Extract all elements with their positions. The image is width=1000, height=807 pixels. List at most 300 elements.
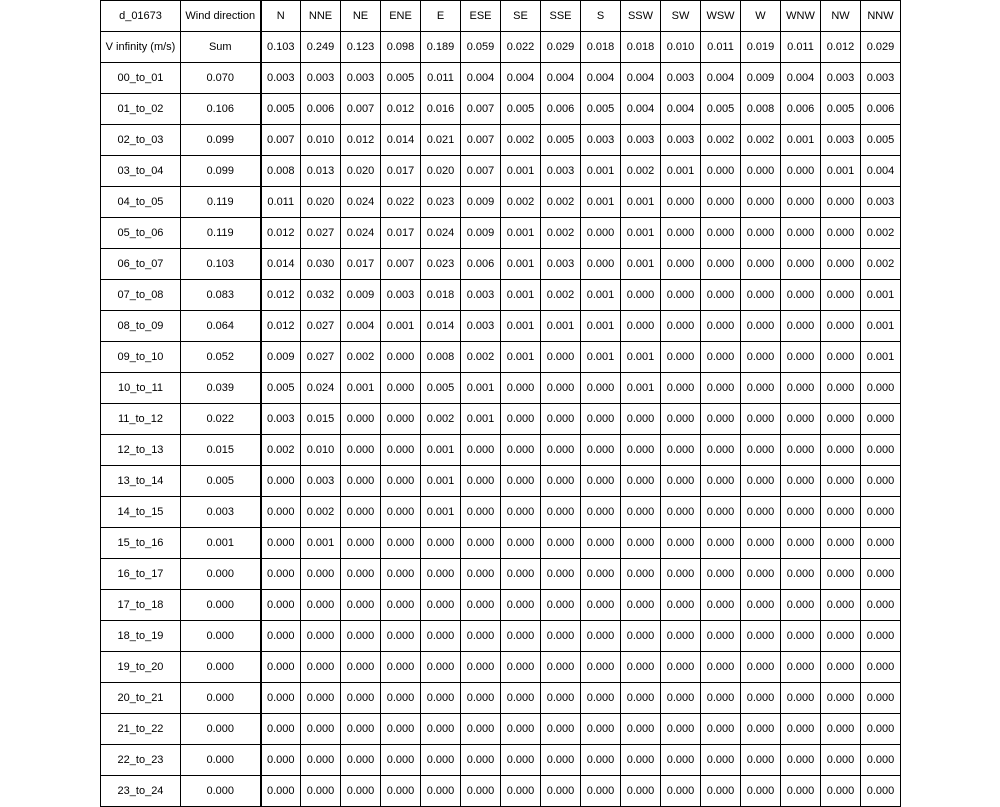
frequency-cell: 0.000 <box>381 497 421 528</box>
frequency-cell: 0.000 <box>501 497 541 528</box>
frequency-cell: 0.001 <box>501 311 541 342</box>
frequency-cell: 0.000 <box>821 683 861 714</box>
frequency-cell: 0.000 <box>381 745 421 776</box>
frequency-cell: 0.003 <box>821 125 861 156</box>
frequency-cell: 0.001 <box>461 404 501 435</box>
frequency-cell: 0.009 <box>341 280 381 311</box>
frequency-cell: 0.000 <box>501 714 541 745</box>
direction-total: 0.123 <box>341 32 381 63</box>
frequency-cell: 0.003 <box>461 280 501 311</box>
frequency-cell: 0.004 <box>581 63 621 94</box>
frequency-cell: 0.006 <box>541 94 581 125</box>
frequency-cell: 0.000 <box>461 528 501 559</box>
frequency-cell: 0.000 <box>741 776 781 807</box>
frequency-cell: 0.000 <box>861 435 901 466</box>
frequency-cell: 0.000 <box>821 714 861 745</box>
speed-bin-label: 18_to_19 <box>101 621 181 652</box>
direction-total: 0.018 <box>621 32 661 63</box>
frequency-cell: 0.002 <box>621 156 661 187</box>
speed-bin-label: 04_to_05 <box>101 187 181 218</box>
frequency-cell: 0.001 <box>501 249 541 280</box>
frequency-cell: 0.001 <box>341 373 381 404</box>
frequency-cell: 0.006 <box>781 94 821 125</box>
frequency-cell: 0.000 <box>781 683 821 714</box>
frequency-cell: 0.000 <box>741 156 781 187</box>
frequency-cell: 0.005 <box>421 373 461 404</box>
table-row <box>101 311 901 342</box>
row-sum: 0.022 <box>181 404 261 435</box>
frequency-cell: 0.000 <box>341 528 381 559</box>
table-row <box>101 528 901 559</box>
direction-label: ENE <box>381 1 421 32</box>
frequency-cell: 0.023 <box>421 249 461 280</box>
frequency-cell: 0.000 <box>861 497 901 528</box>
frequency-cell: 0.000 <box>301 776 341 807</box>
frequency-cell: 0.000 <box>501 373 541 404</box>
row-sum: 0.000 <box>181 714 261 745</box>
frequency-cell: 0.000 <box>341 652 381 683</box>
frequency-cell: 0.030 <box>301 249 341 280</box>
frequency-cell: 0.002 <box>861 218 901 249</box>
frequency-cell: 0.000 <box>701 559 741 590</box>
frequency-cell: 0.000 <box>581 466 621 497</box>
frequency-cell: 0.004 <box>461 63 501 94</box>
frequency-cell: 0.000 <box>381 342 421 373</box>
frequency-cell: 0.000 <box>861 621 901 652</box>
frequency-cell: 0.023 <box>421 187 461 218</box>
frequency-cell: 0.014 <box>421 311 461 342</box>
speed-bin-label: 10_to_11 <box>101 373 181 404</box>
frequency-cell: 0.000 <box>381 652 421 683</box>
frequency-cell: 0.000 <box>581 683 621 714</box>
frequency-cell: 0.011 <box>261 187 301 218</box>
frequency-cell: 0.001 <box>581 187 621 218</box>
frequency-cell: 0.006 <box>861 94 901 125</box>
frequency-cell: 0.001 <box>501 156 541 187</box>
frequency-cell: 0.001 <box>821 156 861 187</box>
frequency-cell: 0.012 <box>261 311 301 342</box>
direction-total: 0.022 <box>501 32 541 63</box>
direction-label: ESE <box>461 1 501 32</box>
frequency-cell: 0.000 <box>381 435 421 466</box>
frequency-cell: 0.000 <box>621 776 661 807</box>
frequency-cell: 0.000 <box>341 466 381 497</box>
speed-bin-label: 15_to_16 <box>101 528 181 559</box>
frequency-cell: 0.000 <box>701 342 741 373</box>
frequency-cell: 0.027 <box>301 311 341 342</box>
frequency-cell: 0.002 <box>541 280 581 311</box>
frequency-cell: 0.000 <box>781 187 821 218</box>
frequency-cell: 0.000 <box>381 714 421 745</box>
frequency-cell: 0.002 <box>861 249 901 280</box>
frequency-cell: 0.000 <box>261 528 301 559</box>
direction-label: S <box>581 1 621 32</box>
frequency-cell: 0.000 <box>661 745 701 776</box>
frequency-cell: 0.000 <box>741 714 781 745</box>
frequency-cell: 0.000 <box>741 590 781 621</box>
row-sum: 0.001 <box>181 528 261 559</box>
wind-frequency-table <box>100 0 901 807</box>
row-sum: 0.000 <box>181 683 261 714</box>
frequency-cell: 0.000 <box>341 590 381 621</box>
frequency-cell: 0.003 <box>541 156 581 187</box>
frequency-cell: 0.004 <box>621 63 661 94</box>
direction-total: 0.103 <box>261 32 301 63</box>
frequency-cell: 0.000 <box>341 683 381 714</box>
frequency-cell: 0.000 <box>821 373 861 404</box>
frequency-cell: 0.000 <box>701 187 741 218</box>
frequency-cell: 0.007 <box>461 125 501 156</box>
frequency-cell: 0.000 <box>741 528 781 559</box>
frequency-cell: 0.000 <box>781 156 821 187</box>
frequency-cell: 0.005 <box>821 94 861 125</box>
row-sum: 0.005 <box>181 466 261 497</box>
frequency-cell: 0.011 <box>421 63 461 94</box>
frequency-cell: 0.002 <box>341 342 381 373</box>
frequency-cell: 0.001 <box>421 466 461 497</box>
frequency-cell: 0.000 <box>821 590 861 621</box>
frequency-cell: 0.010 <box>301 435 341 466</box>
speed-bin-label: 12_to_13 <box>101 435 181 466</box>
direction-header-row <box>101 1 901 32</box>
frequency-cell: 0.001 <box>621 249 661 280</box>
direction-label: NW <box>821 1 861 32</box>
frequency-cell: 0.003 <box>301 63 341 94</box>
frequency-cell: 0.003 <box>461 311 501 342</box>
table-row <box>101 621 901 652</box>
row-sum: 0.000 <box>181 621 261 652</box>
frequency-cell: 0.001 <box>581 156 621 187</box>
frequency-cell: 0.002 <box>541 218 581 249</box>
totals-row <box>101 32 901 63</box>
frequency-cell: 0.003 <box>821 63 861 94</box>
table-row <box>101 156 901 187</box>
speed-bin-label: 19_to_20 <box>101 652 181 683</box>
direction-total: 0.018 <box>581 32 621 63</box>
frequency-cell: 0.000 <box>421 528 461 559</box>
frequency-cell: 0.000 <box>501 652 541 683</box>
frequency-cell: 0.005 <box>541 125 581 156</box>
frequency-cell: 0.000 <box>461 652 501 683</box>
frequency-cell: 0.000 <box>501 466 541 497</box>
frequency-cell: 0.000 <box>741 373 781 404</box>
frequency-cell: 0.009 <box>741 63 781 94</box>
frequency-cell: 0.000 <box>861 683 901 714</box>
direction-header: Wind direction <box>181 1 261 32</box>
frequency-cell: 0.000 <box>261 776 301 807</box>
frequency-cell: 0.000 <box>461 559 501 590</box>
direction-label: SSE <box>541 1 581 32</box>
speed-bin-label: 09_to_10 <box>101 342 181 373</box>
frequency-cell: 0.000 <box>661 466 701 497</box>
row-sum: 0.119 <box>181 187 261 218</box>
frequency-cell: 0.000 <box>261 714 301 745</box>
frequency-cell: 0.000 <box>301 652 341 683</box>
frequency-cell: 0.032 <box>301 280 341 311</box>
table-row <box>101 125 901 156</box>
frequency-cell: 0.006 <box>301 94 341 125</box>
frequency-cell: 0.000 <box>381 776 421 807</box>
frequency-cell: 0.000 <box>501 404 541 435</box>
frequency-cell: 0.000 <box>821 528 861 559</box>
direction-total: 0.249 <box>301 32 341 63</box>
frequency-cell: 0.000 <box>741 559 781 590</box>
frequency-cell: 0.000 <box>741 621 781 652</box>
frequency-cell: 0.000 <box>381 559 421 590</box>
speed-bin-label: 05_to_06 <box>101 218 181 249</box>
frequency-cell: 0.000 <box>821 342 861 373</box>
frequency-cell: 0.020 <box>421 156 461 187</box>
frequency-cell: 0.012 <box>381 94 421 125</box>
frequency-cell: 0.002 <box>501 187 541 218</box>
direction-label: WSW <box>701 1 741 32</box>
frequency-cell: 0.000 <box>461 590 501 621</box>
frequency-cell: 0.000 <box>261 590 301 621</box>
speed-bin-label: 21_to_22 <box>101 714 181 745</box>
frequency-cell: 0.000 <box>621 497 661 528</box>
frequency-cell: 0.000 <box>261 621 301 652</box>
row-sum: 0.106 <box>181 94 261 125</box>
frequency-cell: 0.000 <box>461 683 501 714</box>
frequency-cell: 0.000 <box>381 466 421 497</box>
frequency-cell: 0.015 <box>301 404 341 435</box>
frequency-cell: 0.008 <box>741 94 781 125</box>
frequency-cell: 0.000 <box>701 404 741 435</box>
frequency-cell: 0.009 <box>261 342 301 373</box>
frequency-cell: 0.001 <box>861 311 901 342</box>
frequency-cell: 0.000 <box>781 435 821 466</box>
frequency-cell: 0.000 <box>621 621 661 652</box>
frequency-cell: 0.000 <box>661 373 701 404</box>
row-sum: 0.103 <box>181 249 261 280</box>
frequency-cell: 0.022 <box>381 187 421 218</box>
frequency-cell: 0.007 <box>381 249 421 280</box>
frequency-cell: 0.008 <box>261 156 301 187</box>
row-sum: 0.000 <box>181 652 261 683</box>
frequency-cell: 0.017 <box>381 156 421 187</box>
direction-label: SW <box>661 1 701 32</box>
direction-total: 0.011 <box>781 32 821 63</box>
frequency-cell: 0.000 <box>701 249 741 280</box>
frequency-cell: 0.001 <box>541 311 581 342</box>
table-row <box>101 249 901 280</box>
frequency-cell: 0.000 <box>821 652 861 683</box>
frequency-cell: 0.000 <box>581 528 621 559</box>
frequency-cell: 0.003 <box>381 280 421 311</box>
frequency-cell: 0.027 <box>301 342 341 373</box>
frequency-cell: 0.000 <box>541 466 581 497</box>
frequency-cell: 0.001 <box>861 342 901 373</box>
frequency-cell: 0.000 <box>701 621 741 652</box>
frequency-cell: 0.000 <box>421 590 461 621</box>
direction-label: NNW <box>861 1 901 32</box>
row-sum: 0.083 <box>181 280 261 311</box>
direction-total: 0.019 <box>741 32 781 63</box>
frequency-cell: 0.000 <box>261 652 301 683</box>
frequency-cell: 0.003 <box>261 63 301 94</box>
frequency-cell: 0.000 <box>341 745 381 776</box>
frequency-cell: 0.003 <box>661 63 701 94</box>
speed-bin-label: 11_to_12 <box>101 404 181 435</box>
row-sum: 0.000 <box>181 590 261 621</box>
frequency-cell: 0.000 <box>501 621 541 652</box>
frequency-cell: 0.000 <box>541 590 581 621</box>
frequency-cell: 0.000 <box>661 404 701 435</box>
direction-total: 0.189 <box>421 32 461 63</box>
frequency-cell: 0.000 <box>861 652 901 683</box>
frequency-cell: 0.000 <box>541 621 581 652</box>
frequency-cell: 0.000 <box>501 528 541 559</box>
frequency-cell: 0.000 <box>621 652 661 683</box>
frequency-cell: 0.012 <box>261 280 301 311</box>
frequency-cell: 0.003 <box>581 125 621 156</box>
frequency-cell: 0.000 <box>261 683 301 714</box>
direction-label: WNW <box>781 1 821 32</box>
frequency-cell: 0.000 <box>701 156 741 187</box>
row-sum: 0.000 <box>181 776 261 807</box>
frequency-cell: 0.000 <box>621 466 661 497</box>
frequency-cell: 0.018 <box>421 280 461 311</box>
frequency-cell: 0.005 <box>701 94 741 125</box>
frequency-cell: 0.000 <box>461 776 501 807</box>
frequency-cell: 0.000 <box>741 652 781 683</box>
frequency-cell: 0.000 <box>661 187 701 218</box>
frequency-cell: 0.000 <box>821 280 861 311</box>
frequency-cell: 0.004 <box>661 94 701 125</box>
frequency-cell: 0.001 <box>621 373 661 404</box>
frequency-cell: 0.000 <box>741 435 781 466</box>
row-sum: 0.000 <box>181 745 261 776</box>
frequency-cell: 0.000 <box>301 621 341 652</box>
frequency-cell: 0.000 <box>581 621 621 652</box>
table-row <box>101 714 901 745</box>
frequency-cell: 0.003 <box>261 404 301 435</box>
table-row <box>101 652 901 683</box>
frequency-cell: 0.000 <box>821 559 861 590</box>
direction-total: 0.098 <box>381 32 421 63</box>
table-row <box>101 280 901 311</box>
frequency-cell: 0.000 <box>701 652 741 683</box>
frequency-cell: 0.000 <box>261 497 301 528</box>
speed-bin-label: 02_to_03 <box>101 125 181 156</box>
frequency-cell: 0.000 <box>581 590 621 621</box>
frequency-cell: 0.000 <box>701 714 741 745</box>
frequency-cell: 0.003 <box>621 125 661 156</box>
frequency-cell: 0.000 <box>821 745 861 776</box>
speed-bin-label: 00_to_01 <box>101 63 181 94</box>
table-row <box>101 218 901 249</box>
direction-total: 0.029 <box>541 32 581 63</box>
table-row <box>101 342 901 373</box>
frequency-cell: 0.010 <box>301 125 341 156</box>
frequency-cell: 0.000 <box>821 497 861 528</box>
frequency-cell: 0.000 <box>341 559 381 590</box>
frequency-cell: 0.001 <box>581 280 621 311</box>
row-sum: 0.052 <box>181 342 261 373</box>
direction-label: SSW <box>621 1 661 32</box>
frequency-cell: 0.000 <box>781 497 821 528</box>
table-row <box>101 683 901 714</box>
frequency-cell: 0.000 <box>581 776 621 807</box>
frequency-cell: 0.001 <box>501 218 541 249</box>
speed-bin-label: 01_to_02 <box>101 94 181 125</box>
frequency-cell: 0.000 <box>661 714 701 745</box>
frequency-cell: 0.005 <box>261 373 301 404</box>
frequency-cell: 0.002 <box>701 125 741 156</box>
frequency-cell: 0.005 <box>261 94 301 125</box>
frequency-cell: 0.000 <box>701 435 741 466</box>
direction-label: N <box>261 1 301 32</box>
frequency-cell: 0.000 <box>661 218 701 249</box>
table-row <box>101 404 901 435</box>
sum-header: Sum <box>181 32 261 63</box>
frequency-cell: 0.000 <box>421 621 461 652</box>
frequency-cell: 0.002 <box>461 342 501 373</box>
frequency-cell: 0.000 <box>781 714 821 745</box>
frequency-cell: 0.000 <box>741 311 781 342</box>
frequency-cell: 0.000 <box>501 559 541 590</box>
frequency-cell: 0.027 <box>301 218 341 249</box>
frequency-cell: 0.000 <box>781 776 821 807</box>
table-row <box>101 435 901 466</box>
frequency-cell: 0.001 <box>581 342 621 373</box>
frequency-cell: 0.000 <box>581 559 621 590</box>
frequency-cell: 0.000 <box>501 683 541 714</box>
speed-header: V infinity (m/s) <box>101 32 181 63</box>
frequency-cell: 0.002 <box>301 497 341 528</box>
frequency-cell: 0.000 <box>781 745 821 776</box>
frequency-cell: 0.000 <box>621 590 661 621</box>
table-row <box>101 466 901 497</box>
frequency-cell: 0.000 <box>541 528 581 559</box>
speed-bin-label: 23_to_24 <box>101 776 181 807</box>
frequency-cell: 0.003 <box>341 63 381 94</box>
direction-label: NE <box>341 1 381 32</box>
frequency-cell: 0.000 <box>381 590 421 621</box>
frequency-cell: 0.014 <box>381 125 421 156</box>
row-sum: 0.119 <box>181 218 261 249</box>
frequency-cell: 0.000 <box>581 497 621 528</box>
table-body <box>101 1 901 807</box>
direction-total: 0.059 <box>461 32 501 63</box>
frequency-cell: 0.000 <box>781 311 821 342</box>
frequency-cell: 0.001 <box>621 342 661 373</box>
frequency-cell: 0.007 <box>341 94 381 125</box>
frequency-cell: 0.000 <box>621 745 661 776</box>
frequency-cell: 0.003 <box>541 249 581 280</box>
direction-total: 0.012 <box>821 32 861 63</box>
frequency-cell: 0.000 <box>701 373 741 404</box>
frequency-cell: 0.003 <box>861 63 901 94</box>
speed-bin-label: 16_to_17 <box>101 559 181 590</box>
table-row <box>101 63 901 94</box>
frequency-cell: 0.000 <box>461 714 501 745</box>
frequency-cell: 0.000 <box>821 187 861 218</box>
frequency-cell: 0.000 <box>701 776 741 807</box>
frequency-cell: 0.000 <box>661 590 701 621</box>
frequency-cell: 0.004 <box>861 156 901 187</box>
frequency-cell: 0.000 <box>701 311 741 342</box>
frequency-cell: 0.016 <box>421 94 461 125</box>
frequency-cell: 0.000 <box>701 497 741 528</box>
table-row <box>101 373 901 404</box>
frequency-cell: 0.000 <box>701 745 741 776</box>
frequency-cell: 0.000 <box>541 373 581 404</box>
frequency-cell: 0.000 <box>741 745 781 776</box>
row-sum: 0.099 <box>181 156 261 187</box>
frequency-cell: 0.000 <box>341 435 381 466</box>
frequency-cell: 0.004 <box>341 311 381 342</box>
